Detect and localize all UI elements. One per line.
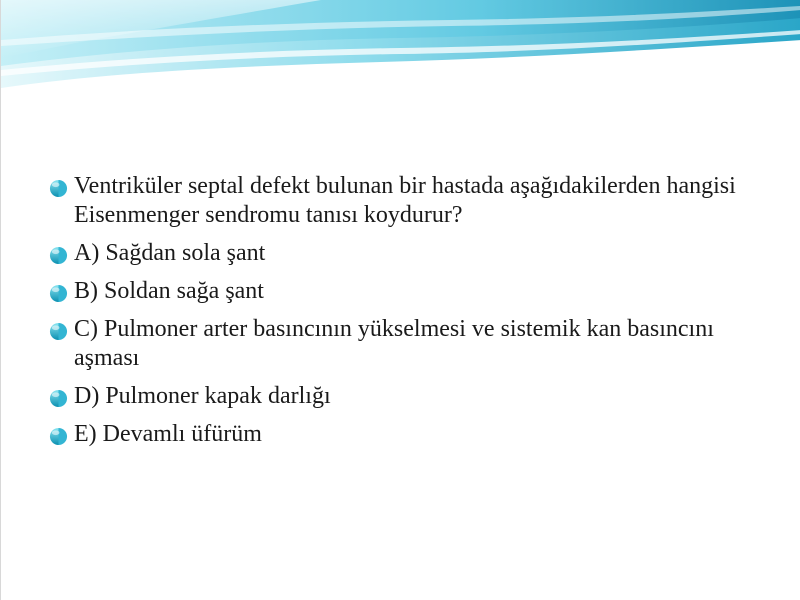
option-d-text: D) Pulmoner kapak darlığı: [74, 383, 331, 409]
list-item: [49, 239, 769, 268]
half-circle-bullet-icon: [49, 322, 68, 341]
question-text: Ventriküler septal defekt bulunan bir hastada aşağıdakilerden hangisi Eisenmenger sendromu tanısı koydurur?: [74, 173, 736, 228]
option-b-text: B) Soldan sağa şant: [74, 278, 264, 304]
list-item: [49, 420, 769, 449]
half-circle-bullet-icon: [49, 389, 68, 408]
header-wave-decoration: [1, 0, 800, 110]
half-circle-bullet-icon: [49, 179, 68, 198]
option-c-text: C) Pulmoner arter basıncının yükselmesi ve sistemik kan basıncını aşması: [74, 316, 714, 371]
half-circle-bullet-icon: [49, 284, 68, 303]
half-circle-bullet-icon: [49, 427, 68, 446]
question-list: [49, 172, 769, 458]
list-item: [49, 315, 769, 373]
list-item: [49, 277, 769, 306]
option-e-text: E) Devamlı üfürüm: [74, 421, 262, 447]
list-item: [49, 172, 769, 230]
list-item: [49, 382, 769, 411]
option-a-text: A) Sağdan sola şant: [74, 240, 266, 266]
half-circle-bullet-icon: [49, 246, 68, 265]
